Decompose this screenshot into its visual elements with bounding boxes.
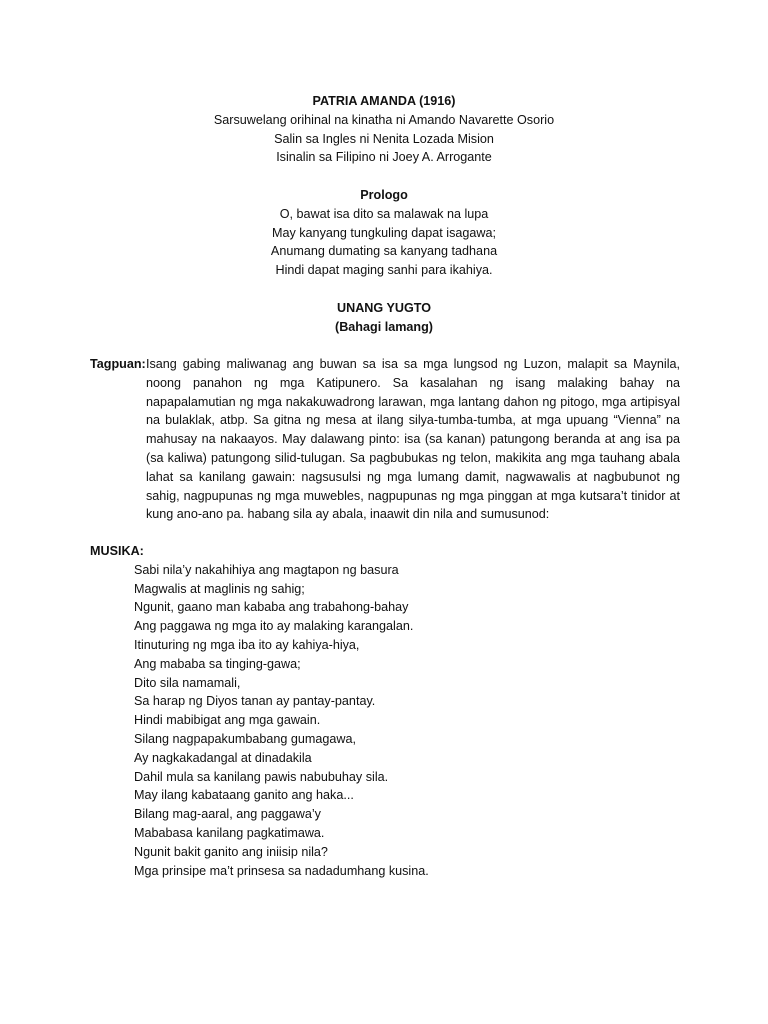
lyric-line: Sa harap ng Diyos tanan ay pantay-pantay.: [134, 694, 376, 709]
lyric-line: Itinuturing ng mga iba ito ay kahiya-hiya,: [134, 637, 360, 652]
prologue-heading: Prologo: [360, 187, 408, 202]
prologue-line: O, bawat isa dito sa malawak na lupa: [279, 206, 489, 221]
music-section: [90, 542, 690, 880]
lyric-line: Hindi mabibigat ang mga gawain.: [134, 713, 321, 728]
lyric-line: Mga prinsipe ma’t prinsesa sa nadadumhang kusina.: [134, 863, 429, 878]
act-subheading: (Bahagi lamang): [335, 319, 433, 334]
lyric-line: Sabi nila’y nakahihiya ang magtapon ng basura: [134, 562, 399, 577]
credit-line: Sarsuwelang orihinal na kinatha ni Amando Navarette Osorio: [213, 112, 555, 127]
lyric-line: May ilang kabataang ganito ang haka...: [134, 788, 354, 803]
lyric-line: Silang nagpapakumbabang gumagawa,: [134, 731, 356, 746]
prologue-line: Hindi dapat maging sanhi para ikahiya.: [275, 263, 493, 278]
setting-section: [90, 355, 680, 524]
setting-label: Tagpuan:: [90, 357, 146, 371]
act-heading: UNANG YUGTO: [337, 300, 431, 315]
lyrics-list: [90, 561, 690, 881]
lyric-line: Mababasa kanilang pagkatimawa.: [134, 825, 325, 840]
lyric-line: Ang mababa sa tinging-gawa;: [134, 656, 301, 671]
setting-text: Isang gabing maliwanag ang buwan sa isa sa mga lungsod ng Luzon, malapit sa Maynila, noong panahon ng mga Katipunero. Sa kasalahan ng isang malaking bahay na napapalamutian ng mga nakakuwadrong larawan, mga lantang dahon ng pitogo, mga artipisyal na bulaklak, atbp. Sa gitna ng mesa at ilang silya-tumba-tumba, at mga upuang “Vienna” na mahusay na nakaayos. May dalawang pinto: isa (sa kanan) patungong beranda at ang isa pa (sa kaliwa) patungong silid-tulugan. Sa pagbubukas ng telon, makikita ang mga tauhang abala lahat sa kanilang gawain: nagsusulsi ng mga lumang damit, nagwawalis at nagbubunot ng sahig, nagpupunas ng mga muwebles, nagpupunas ng mga pinggan at mga kutsara’t tinidor at kung ano-ano pa. habang sila ay abala, inaawit din nila and sumusunod:: [146, 357, 680, 522]
credit-line: Salin sa Ingles ni Nenita Lozada Mision: [274, 131, 494, 146]
spacer: [0, 280, 768, 299]
lyric-line: Dito sila namamali,: [134, 675, 241, 690]
music-label: MUSIKA:: [90, 544, 144, 558]
lyric-line: Ngunit, gaano man kababa ang trabahong-bahay: [134, 600, 409, 615]
prologue-line: Anumang dumating sa kanyang tadhana: [270, 244, 498, 259]
lyric-line: Ay nagkakadangal at dinadakila: [134, 750, 312, 765]
credit-line: Isinalin sa Filipino ni Joey A. Arrogante: [276, 150, 492, 165]
lyric-line: Ang paggawa ng mga ito ay malaking karangalan.: [134, 619, 414, 634]
document-header: [0, 92, 768, 336]
prologue-line: May kanyang tungkuling dapat isagawa;: [271, 225, 497, 240]
lyric-line: Ngunit bakit ganito ang iniisip nila?: [134, 844, 328, 859]
lyric-line: Dahil mula sa kanilang pawis nabubuhay sila.: [134, 769, 389, 784]
spacer: [0, 167, 768, 186]
lyric-line: Bilang mag-aaral, ang paggawa’y: [134, 807, 321, 822]
lyric-line: Magwalis at maglinis ng sahig;: [134, 581, 305, 596]
document-title: PATRIA AMANDA (1916): [312, 94, 456, 108]
